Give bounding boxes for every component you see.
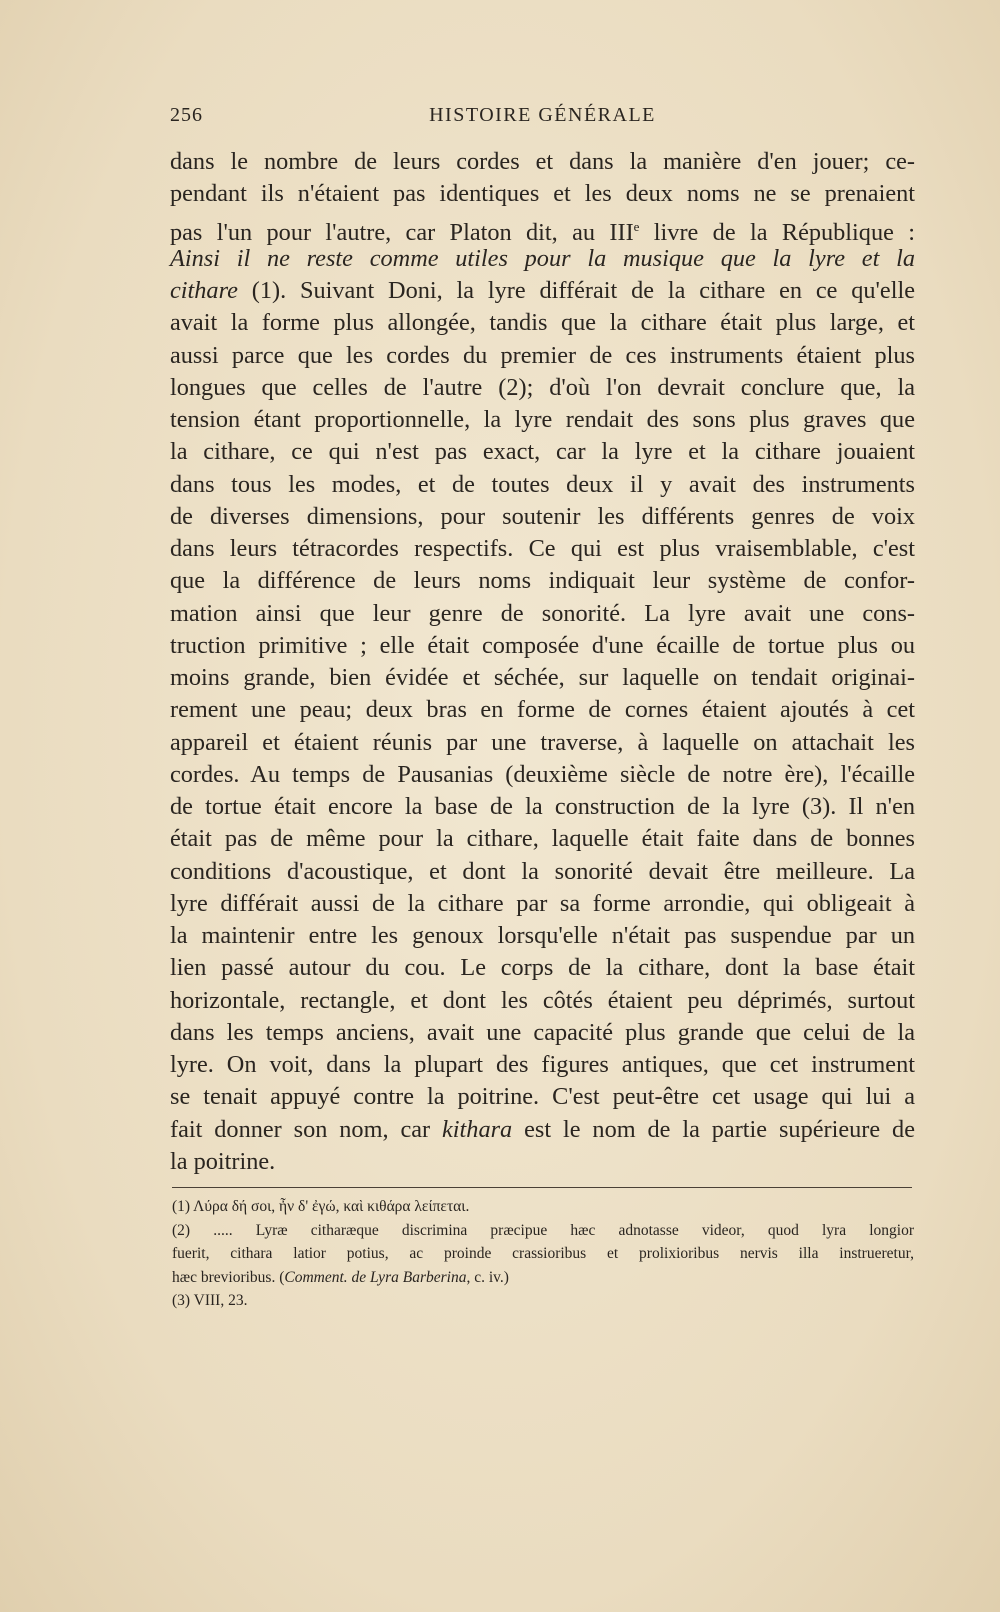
text-line: cithare (1). Suivant Doni, la lyre différait de la cithare en ce qu'elle	[170, 277, 915, 304]
text-line: pendant ils n'étaient pas identiques et les deux noms ne se prenaient	[170, 180, 915, 208]
text-line: lien passé autour du cou. Le corps de la cithare, dont la base était	[170, 954, 915, 982]
text-line: dans tous les modes, et de toutes deux il y avait des instruments	[170, 470, 915, 498]
text-line: de diverses dimensions, pour soutenir les différents genres de voix	[170, 502, 915, 530]
text-line: mation ainsi que leur genre de sonorité. La lyre avait une cons-	[170, 599, 915, 627]
footnote-3: (3) VIII, 23.	[172, 1292, 248, 1309]
text-line: longues que celles de l'autre (2); d'où l'on devrait conclure que, la	[170, 373, 915, 401]
text-line: lyre différait aussi de la cithare par sa forme arrondie, qui obligeait à	[170, 889, 915, 917]
footnote-1: (1) Λύρα δή σοι, ἦν δ' ἐγώ, καὶ κιθάρα λείπεται.	[172, 1198, 470, 1215]
text-line: moins grande, bien évidée et séchée, sur laquelle on tendait originai-	[170, 664, 915, 691]
text-line: que la différence de leurs noms indiquait leur système de confor-	[170, 567, 915, 595]
text-line: conditions d'acoustique, et dont la sonorité devait être meilleure. La	[170, 857, 915, 885]
footnote-2-continued: fuerit, cithara latior potius, ac proinde crassioribus et prolixioribus nervis illa instrueretur,	[172, 1245, 914, 1262]
text-line: pas l'un pour l'autre, car Platon dit, au IIIe livre de la République :	[170, 218, 915, 246]
text-line: appareil et étaient réunis par une traverse, à laquelle on attachait les	[170, 728, 915, 756]
footnote-divider	[172, 1187, 912, 1188]
page-number: 256	[170, 104, 203, 126]
text-line: la maintenir entre les genoux lorsqu'elle n'était pas suspendue par un	[170, 922, 915, 949]
text-line: tension étant proportionnelle, la lyre rendait des sons plus graves que	[170, 406, 915, 433]
text-line: horizontale, rectangle, et dont les côtés étaient peu déprimés, surtout	[170, 986, 915, 1014]
text-line: dans leurs tétracordes respectifs. Ce qui est plus vraisemblable, c'est	[170, 535, 915, 562]
footnotes	[172, 1195, 914, 1313]
text-line: la poitrine.	[170, 1147, 276, 1175]
text-line: rement une peau; deux bras en forme de cornes étaient ajoutés à cet	[170, 696, 915, 724]
text-line: aussi parce que les cordes du premier de ces instruments étaient plus	[170, 341, 915, 369]
text-line: la cithare, ce qui n'est pas exact, car la lyre et la cithare jouaient	[170, 438, 915, 466]
main-text	[170, 146, 915, 1178]
page-header	[170, 104, 915, 132]
text-line: cordes. Au temps de Pausanias (deuxième siècle de notre ère), l'écaille	[170, 760, 915, 788]
text-line: lyre. On voit, dans la plupart des figures antiques, que cet instrument	[170, 1051, 915, 1078]
text-line: truction primitive ; elle était composée d'une écaille de tortue plus ou	[170, 631, 915, 659]
running-title: HISTOIRE GÉNÉRALE	[429, 104, 656, 126]
text-line: se tenait appuyé contre la poitrine. C'est peut-être cet usage qui lui a	[170, 1083, 915, 1111]
text-line: dans le nombre de leurs cordes et dans la manière d'en jouer; ce-	[170, 148, 915, 175]
text-line: avait la forme plus allongée, tandis que la cithare était plus large, et	[170, 309, 915, 337]
footnote-2-continued: hæc brevioribus. (Comment. de Lyra Barberina, c. iv.)	[172, 1268, 509, 1286]
text-line: dans les temps anciens, avait une capacité plus grande que celui de la	[170, 1018, 915, 1046]
text-line: fait donner son nom, car kithara est le nom de la partie supérieure de	[170, 1115, 915, 1143]
text-line: était pas de même pour la cithare, laquelle était faite dans de bonnes	[170, 825, 915, 853]
text-line: Ainsi il ne reste comme utiles pour la musique que la lyre et la	[170, 244, 915, 272]
footnote-2: (2) ..... Lyræ citharæque discrimina præcipue hæc adnotasse videor, quod lyra longior	[172, 1221, 914, 1239]
text-line: de tortue était encore la base de la construction de la lyre (3). Il n'en	[170, 793, 915, 820]
